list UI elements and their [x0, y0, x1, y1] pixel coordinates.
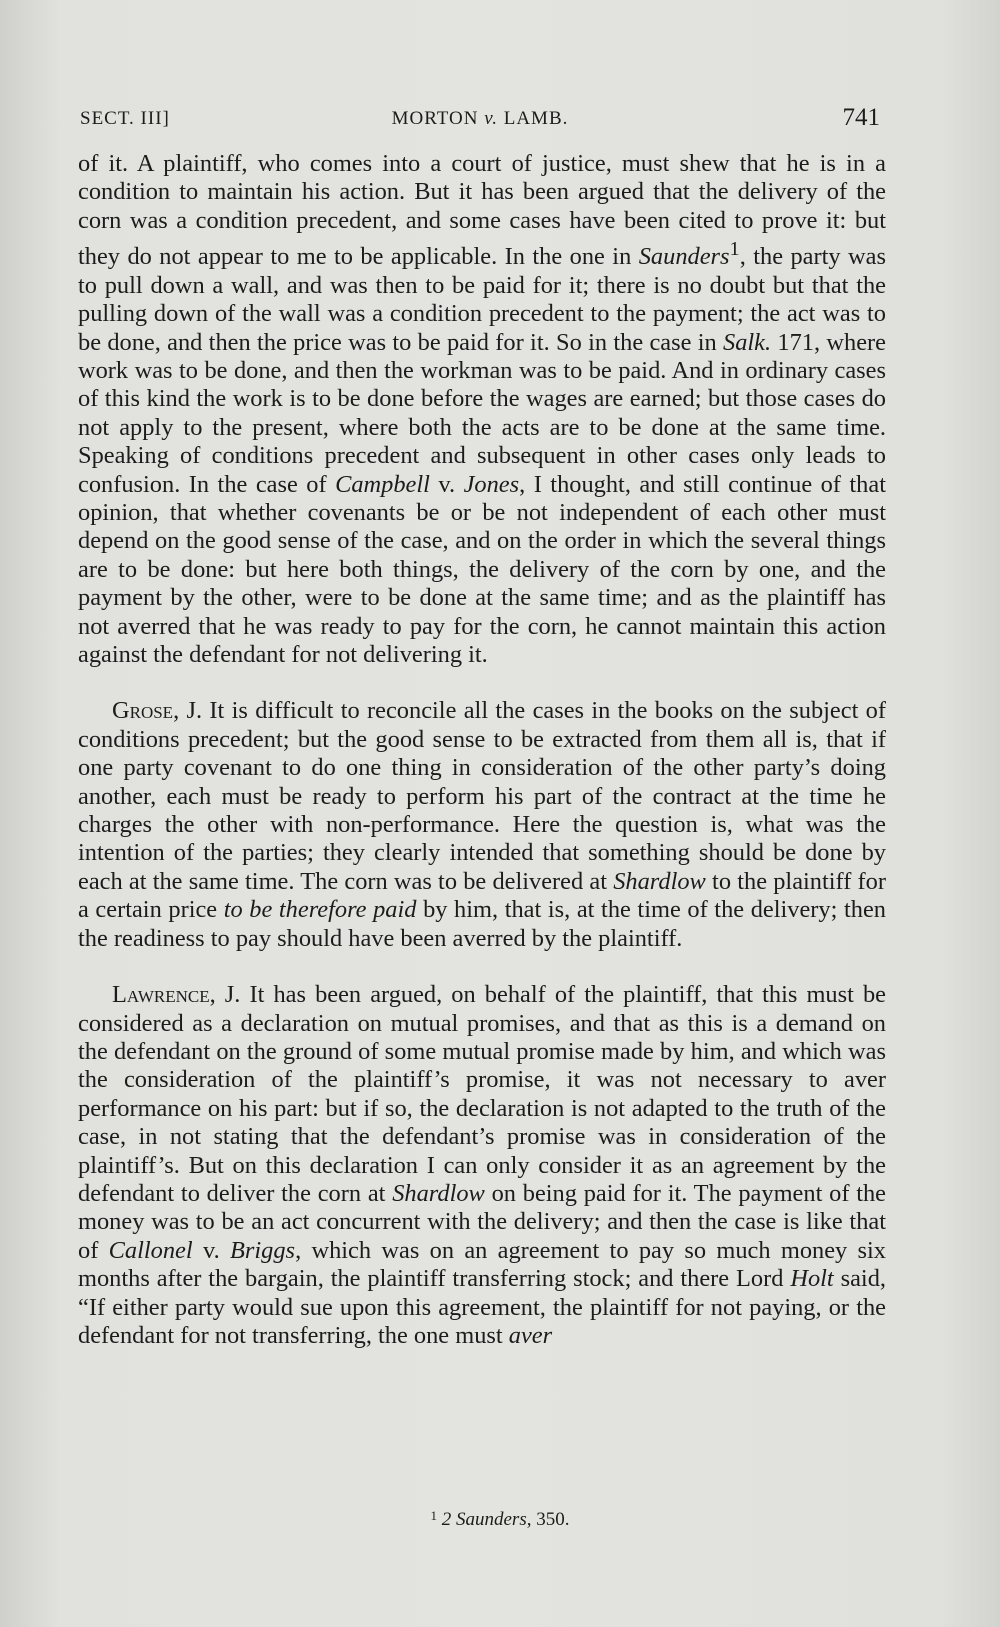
paragraph-opinion-continued	[78, 150, 886, 669]
place-shardlow: Shardlow	[392, 1179, 485, 1207]
footnote-page: , 350.	[526, 1509, 570, 1530]
para3-text-2: on being paid for it. The payment of the money was to be an act concurrent with the delivery; and then the case is like that of	[78, 1179, 887, 1264]
footnote-number: 1	[430, 1508, 437, 1523]
para2-text-1: It is difficult to reconcile all the cases in the books on the subject of conditions precedent; but the good sense to be extracted from them all is, that if one party covenant to do one thing in consideration of the other party’s doing another, each must be ready to perform his part of the contract at the time he charges the other with non-performance. Here the question is, what was the intention of the parties; they clearly intended that something should be done by each at the same time. The corn was to be delivered at	[78, 697, 886, 895]
footnote-marker: 1	[729, 238, 740, 261]
case-ref-campbell: Campbell	[335, 470, 430, 498]
emphasis-paid: to be therefore paid	[223, 896, 417, 924]
para1-text-1: of it. A plaintiff, who comes into a court of justice, must shew that he is in a condition to maintain his action. But it has been argued that the delivery of the corn was a condition precedent, and some cases have been cited to prove it: but they do not appear to me to be applicable. In the one in	[78, 150, 886, 271]
case-ref-callonel: Callonel	[108, 1236, 193, 1264]
name-holt: Holt	[790, 1265, 834, 1293]
page-number: 741	[842, 104, 880, 131]
paragraph-gap	[78, 953, 886, 981]
para1-versus: v.	[429, 470, 464, 498]
case-ref-salk: Salk.	[723, 328, 772, 356]
paragraph-gap	[78, 669, 886, 697]
para3-text-1: It has been argued, on behalf of the plaintiff, that this must be considered as a declaration on mutual promises, and that as this is a demand on the defendant on the ground of some mutual promise made by him, and which was the consideration of the plaintiff’s promise, it was not necessary to aver performance on his part: but if so, the declaration is not adapted to the truth of the case, in not stating that the defendant’s promise was in consideration of the plaintiff’s. But on this declaration I can only consider it as an agreement by the defendant to deliver the corn at	[78, 981, 886, 1207]
section-label: SECT. III]	[80, 108, 170, 129]
para3-text-3: , which was on an agreement to pay so much money six months after the bargain, the plaintiff transferring stock; and there Lord	[78, 1236, 887, 1293]
para2-text-3: by him, that is, at the time of the delivery; then the readiness to pay should have been averred by the plaintiff.	[78, 896, 886, 952]
para3-versus: v.	[192, 1236, 230, 1264]
footnote-source: 2 Saunders	[441, 1509, 527, 1530]
case-ref-briggs: Briggs	[230, 1236, 296, 1264]
paragraph-grose	[78, 697, 886, 953]
para1-text-3: 171, where work was to be done, and then the workman was to be paid. And in ordinary cases of this kind the work is to be done before the wages are earned; but those cases do not apply to the present, where both the acts are to be done at the same time. Speaking of conditions precedent and subsequent in other cases only leads to confusion. In the case of	[78, 328, 886, 498]
case-ref-jones: Jones	[463, 470, 520, 498]
case-title-defendant: LAMB.	[497, 108, 569, 129]
judge-name-grose: Grose, J.	[112, 697, 203, 725]
judge-name-lawrence: Lawrence, J.	[112, 981, 241, 1009]
para1-text-4: , I thought, and still continue of that opinion, that whether covenants be or be not independent of each other must depend on the good sense of the case, and on the order in which the several things are to be done: but here both things, the delivery of the corn by one, and the payment by the other, were to be done at the same time; and as the plaintiff has not averred that he was ready to pay for the corn, he cannot maintain this action against the defendant for not delivering it.	[78, 470, 886, 669]
case-ref-saunders: Saunders	[638, 243, 730, 271]
para1-text-2: , the party was to pull down a wall, and was then to be paid for it; there is no doubt but that the pulling down of the wall was a condition precedent to the payment; the act was to be done, and then the price was to be paid for it. So in the case in	[78, 243, 886, 356]
place-shardlow: Shardlow	[613, 867, 706, 895]
case-title-versus: v.	[484, 108, 498, 129]
running-head	[80, 104, 880, 134]
footnote	[0, 1508, 1000, 1531]
paragraph-lawrence	[78, 981, 886, 1350]
emphasis-aver: aver	[508, 1321, 553, 1349]
para2-text-2: to the plaintiff for a certain price	[78, 867, 886, 924]
case-title	[80, 108, 880, 130]
body-text	[78, 150, 886, 1350]
para3-text-4: said, “If either party would sue upon this agreement, the plaintiff for not paying, or the defendant for not transferring, the one must	[78, 1265, 886, 1349]
case-title-plaintiff: MORTON	[391, 108, 485, 129]
